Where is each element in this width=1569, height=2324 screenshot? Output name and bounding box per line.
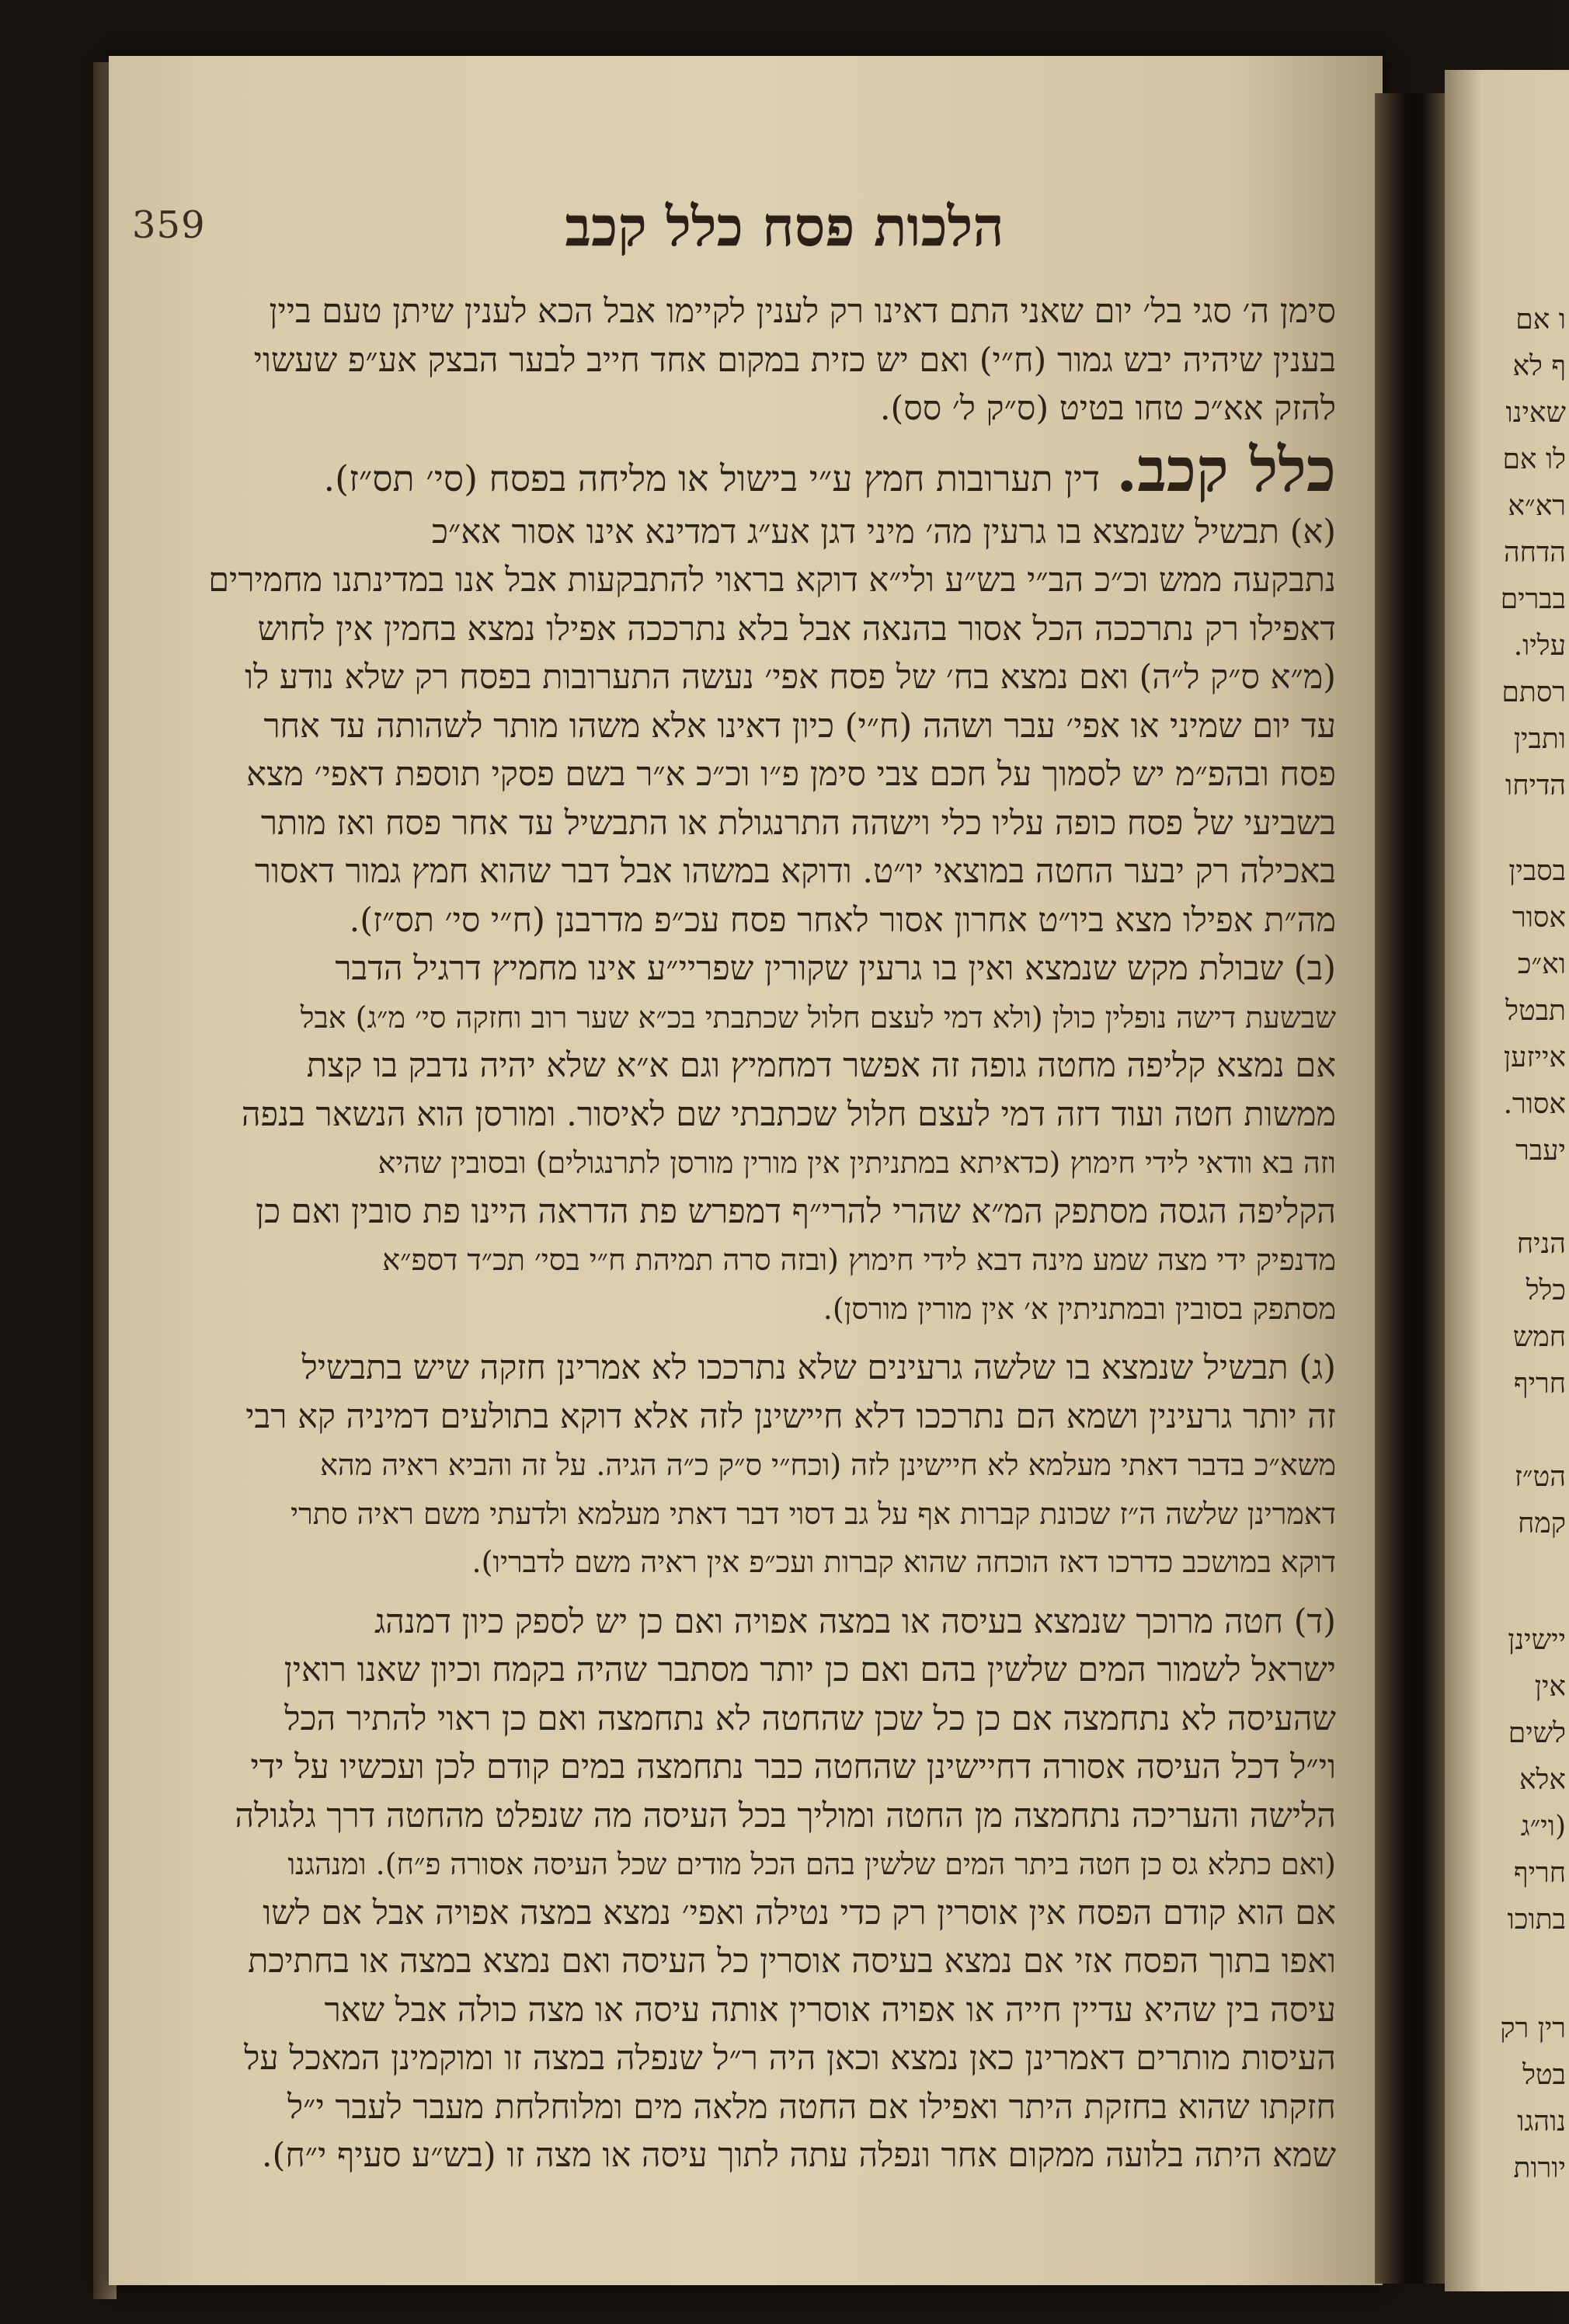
page-text [208, 287, 1336, 2180]
facing-text-fragment: אסור [1512, 902, 1566, 934]
text-line: הקליפה הגסה מסתפק המ״א שהרי להרי״ף דמפרש פת הדראה היינו פת סובין ואם כן [256, 1192, 1336, 1231]
paragraph-gap [242, 1333, 1336, 1344]
facing-text-fragment: יעבר [1515, 1135, 1566, 1167]
section-subtitle: דין תערובות חמץ ע״י בישול או מליחה בפסח (סי׳ תס״ז). [323, 457, 1101, 499]
facing-text-fragment: חריף [1513, 1857, 1566, 1889]
text-line: עיסה בין שהיא עדיין חייה או אפויה אוסרין אותה עיסה או מצה כולה אבל שאר [324, 1990, 1336, 2030]
text-line: שהעיסה לא נתחמצה אם כן כל שכן שהחטה לא נתחמצה ואם כן ראוי להתיר הכל [284, 1699, 1336, 1738]
text-line: (ג) תבשיל שנמצא בו שלשה גרעינים שלא נתרככו לא אמרינן חזקה שיש בתבשיל [301, 1348, 1336, 1387]
paragraph-gap [242, 1587, 1336, 1598]
text-line: נתבקעה ממש וכ״כ הב״י בש״ע ולי״א דוקא בראוי להתבקעות אבל אנו במדינתנו מחמירים [208, 561, 1336, 600]
facing-text-fragment: לשים [1508, 1717, 1566, 1749]
text-line: דאמרינן שלשה ה״ז שכונת קברות אף על גב דסוי דבר דאתי מעלמא ולדעתי משם ראיה סתרי [290, 1496, 1336, 1531]
facing-text-fragment: הדיחו [1505, 770, 1566, 802]
facing-text-fragment: בסבין [1508, 855, 1566, 887]
facing-text-fragment: יישינן [1508, 1624, 1566, 1656]
text-line: מה״ת אפילו מצא ביו״ט אחרון אסור לאחר פסח עכ״פ מדרבנן (ח״י סי׳ תס״ז). [349, 900, 1336, 940]
facing-text-fragment: חריף [1513, 1368, 1566, 1400]
text-line: מדנפיק ידי מצה שמע מינה דבא לידי חימוץ (ובזה סרה תמיהת ח״י בסי׳ תכ״ד דספ״א [382, 1243, 1336, 1277]
facing-text-fragment: ף לא [1512, 350, 1566, 382]
facing-text-fragment: רין רק [1500, 2013, 1566, 2044]
text-line: (ב) שבולת מקש שנמצא ואין בו גרעין שקורין שפריי״ע אינו מחמיץ דרגיל הדבר [335, 949, 1336, 988]
text-line: (ואם כתלא גס כן חטה ביתר המים שלשין בהם הכל מודים שכל העיסה אסורה פ״ח). ומנהגנו [287, 1847, 1336, 1881]
text-line: עד יום שמיני או אפי׳ עבר ושהה (ח״י) כיון דאינו אלא משהו מותר לשהותה עד אחר [263, 706, 1336, 746]
section-heading [242, 433, 1336, 508]
text-line: בשביעי של פסח כופה עליו כלי וישהה התרנגולת או התבשיל עד אחר פסח ואז מותר [260, 803, 1336, 843]
facing-text-fragment: ותבין [1513, 723, 1566, 755]
facing-text-fragment: נוהגו [1517, 2106, 1566, 2138]
facing-text-fragment: רסתם [1501, 677, 1566, 708]
facing-text-fragment: רא״א [1508, 490, 1566, 522]
text-line: זה יותר גרעינין ושמא הם נתרככו דלא חיישינן לזה אלא דוקא בתולעים דמיניה קא רבי [245, 1397, 1336, 1436]
text-line: אם הוא קודם הפסח אין אוסרין רק כדי נטילה ואפי׳ נמצא במצה אפויה אבל אם לשו [263, 1893, 1336, 1933]
facing-text-fragment: אלא [1519, 1764, 1566, 1796]
facing-text-fragment: אין [1534, 1671, 1566, 1703]
facing-text-fragment: יורות [1513, 2152, 1566, 2184]
facing-text-fragment: בתוכו [1507, 1904, 1566, 1936]
text-line: דאפילו רק נתרככה הכל אסור בהנאה אבל בלא נתרככה אפילו נמצא בחמין אין לחוש [257, 609, 1336, 649]
text-line: סימן ה׳ סגי בל׳ יום שאני התם דאינו רק לענין לקיימו אבל הכא לענין שיתן טעם ביין [269, 292, 1336, 331]
facing-text-fragment: הניח [1516, 1228, 1566, 1260]
text-line: חזקתו שהוא בחזקת היתר ואפילו אם החטה מלאה מים ומלוחלחת מעבר לעבר י״ל [287, 2087, 1336, 2127]
facing-text-fragment: הדחה [1503, 537, 1566, 569]
text-line: להזק אא״כ טחו בטיט (ס״ק ל׳ סס). [879, 389, 1336, 428]
facing-text-fragment: תבטל [1505, 995, 1566, 1027]
text-line: משא״כ בדבר דאתי מעלמא לא חיישינן לזה (וכח״י ס״ק כ״ה הגיה. על זה והביא ראיה מהא [320, 1448, 1336, 1482]
facing-text-fragment: שאינו [1505, 397, 1566, 429]
text-line: (ד) חטה מרוכך שנמצא בעיסה או במצה אפויה ואם כן יש לספק כיון דמנהג [374, 1602, 1336, 1641]
text-line: בענין שיהיה יבש גמור (ח״י) ואם יש כזית במקום אחד חייב לבער הבצק אע״פ שעשוי [253, 340, 1336, 380]
facing-text-fragment: לו אם [1502, 444, 1566, 475]
text-line: ואפו בתוך הפסח אזי אם נמצא בעיסה אוסרין כל העיסה ואם נמצא במצה או בחתיכת [248, 1942, 1336, 1981]
facing-text-fragment: ו אם [1515, 304, 1566, 336]
facing-page [1445, 70, 1569, 2291]
text-line: העיסות מותרים דאמרינן כאן נמצא וכאן היה ר״ל שנפלה במצה זו ומוקמינן המאכל על [244, 2039, 1336, 2078]
facing-text-fragment: אסור. [1503, 1088, 1566, 1120]
text-line: ממשות חטה ועוד דזה דמי לעצם חלול שכתבתי שם לאיסור. ומורסן הוא הנשאר בנפה [241, 1094, 1336, 1134]
text-line: באכילה רק יבער החטה במוצאי יו״ט. ודוקא במשהו אבל דבר שהוא חמץ גמור דאסור [254, 852, 1336, 891]
text-line: (א) תבשיל שנמצא בו גרעין מה׳ מיני דגן אע״ג דמדינא אינו אסור אא״כ [431, 512, 1336, 551]
facing-text-fragment: (וי״ג [1520, 1811, 1566, 1842]
section-title: כלל קכב. [1116, 434, 1336, 506]
facing-text-fragment: חמש [1512, 1321, 1566, 1353]
facing-text-fragment: הט״ז [1514, 1461, 1566, 1493]
facing-text-fragment: כלל [1526, 1275, 1566, 1306]
book-gutter [1375, 93, 1452, 2284]
text-line: דוקא במושכב כדרכו דאז הוכחה שהוא קברות ועכ״פ אין ראיה משם לדבריו). [471, 1545, 1336, 1579]
text-line: אם נמצא קליפה מחטה גופה זה אפשר דמחמיץ וגם א״א שלא יהיה נדבק בו קצת [306, 1046, 1336, 1085]
text-line: מסתפק בסובין ובמתניתין א׳ אין מורין מורסן). [823, 1291, 1336, 1326]
facing-text-fragment: וא״כ [1517, 948, 1566, 980]
facing-text-fragment: בברים [1500, 583, 1566, 615]
running-head: הלכות פסח כלל קכב [565, 194, 1004, 259]
text-line: וי״ל דכל העיסה אסורה דחיישינן שהחטה כבר נתחמצה במים קודם לכן ועכשיו על ידי [250, 1748, 1336, 1786]
text-line: הלישה והעריכה נתחמצה מן החטה ומוליך בכל העיסה מה שנפלט מהחטה דרך גלגולה [235, 1796, 1336, 1835]
text-line: שבשעת דישה נופלין כולן (ולא דמי לעצם חלול שכתבתי בכ״א שער רוב וחזקה סי׳ מ״ג) אבל [300, 1000, 1336, 1035]
text-line: שמא היתה בלועה ממקום אחר ונפלה עתה לתוך עיסה או מצה זו (בש״ע סעיף י״ח). [261, 2136, 1336, 2175]
facing-text-fragment: עליו. [1513, 630, 1566, 662]
facing-text-fragment: אייזען [1503, 1042, 1566, 1073]
text-line: (מ״א ס״ק ל״ה) ואם נמצא בח׳ של פסח אפי׳ נעשה התערובות בפסח רק שלא נודע לו [245, 658, 1336, 697]
text-line: פסח ובהפ״מ יש לסמוך על חכם צבי סימן פ״ו וכ״כ א״ר בשם פסקי תוספת דאפי׳ מצא [246, 755, 1336, 794]
facing-text-fragment: בטל [1522, 2059, 1566, 2091]
text-line: וזה בא וודאי לידי חימוץ (כדאיתא במתניתין אין מורין מורסן לתרנגולים) ובסובין שהיא [377, 1146, 1336, 1180]
facing-text-fragment: קמח [1518, 1508, 1566, 1539]
text-line: ישראל לשמור המים שלשין בהם ואם כן יותר מסתבר שהיה בקמח וכיון שאנו רואין [284, 1651, 1336, 1689]
page-number: 359 [132, 204, 206, 247]
